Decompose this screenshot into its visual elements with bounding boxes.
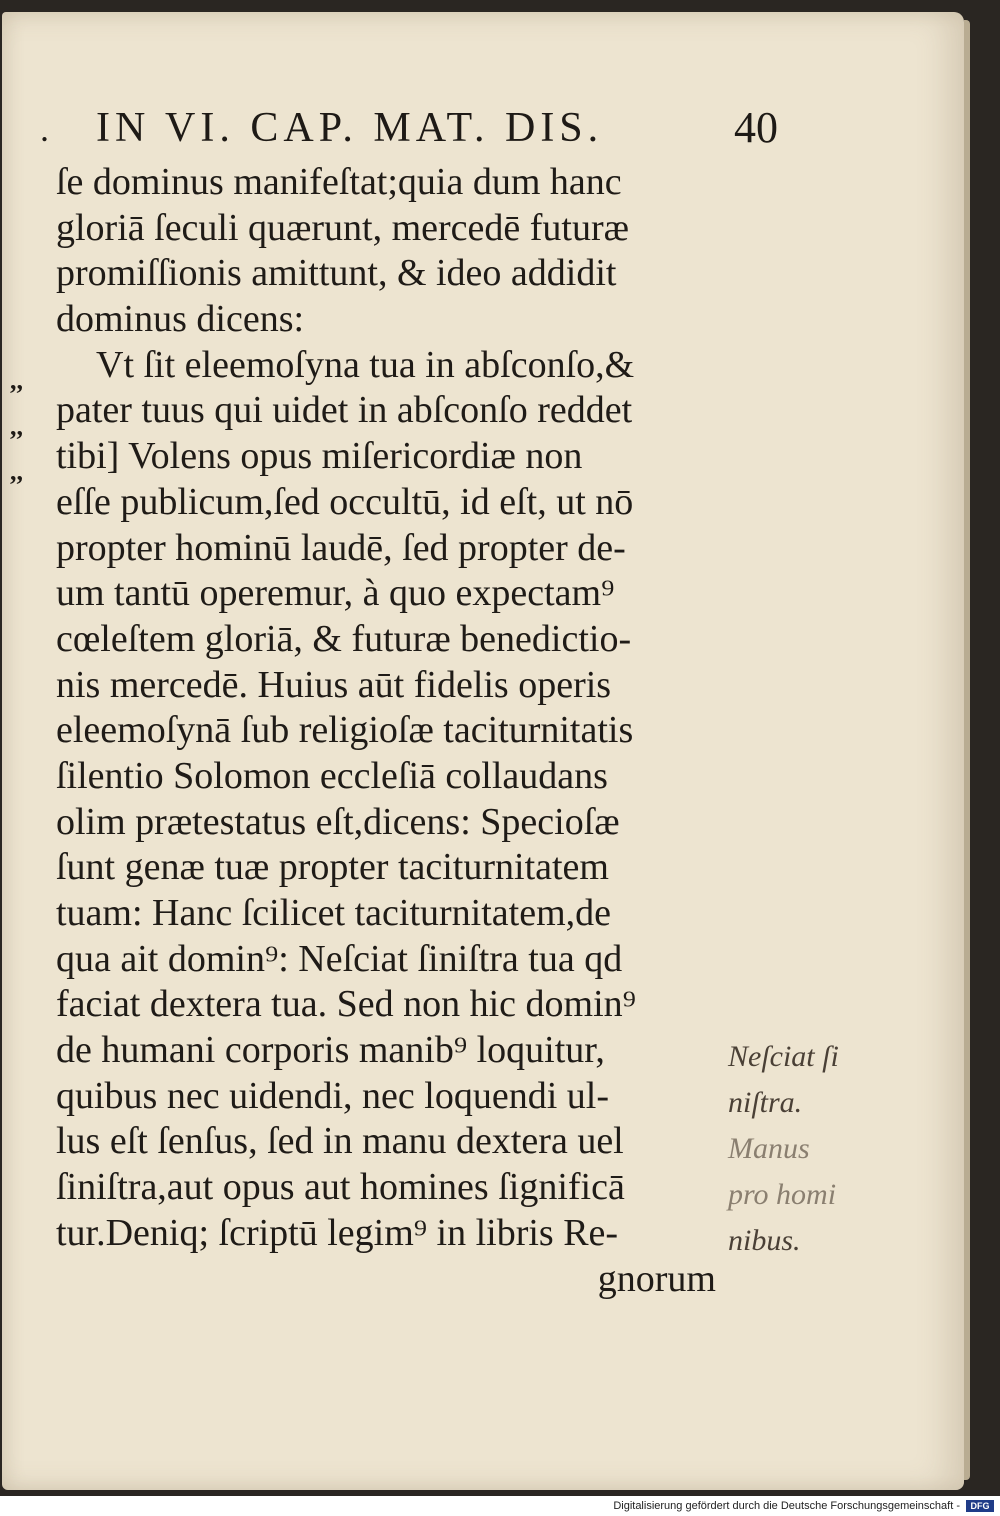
text-line: tuam: Hanc ſcilicet taciturnitatem,de: [56, 892, 611, 934]
page-header: [40, 104, 800, 160]
body-text: [56, 160, 716, 1302]
text-line: ſilentio Solomon eccleſiā collaudans: [56, 754, 608, 797]
text-line: ſiniſtra,aut opus aut homines ſignificā: [56, 1166, 625, 1209]
text-line: pater tuus qui uidet in abſconſo reddet: [56, 389, 633, 432]
text-line: eſſe publicum,ſed occultū, id eſt, ut nō: [56, 480, 634, 523]
page-edge: [964, 20, 970, 1480]
page-number: 40: [734, 103, 778, 152]
text-line: tur.Deniq; ſcriptū legim⁹ in libris Re-: [56, 1211, 619, 1254]
text-line: olim prætestatus eſt,dicens: Specioſæ: [56, 800, 620, 843]
quote-marker: ,,: [10, 457, 23, 487]
text-line: eleemoſynā ſub religioſæ taciturnitatis: [56, 709, 634, 752]
text-line: ſe dominus manifeſtat;quia dum hanc: [56, 161, 622, 203]
quotation-markers: [10, 358, 50, 495]
marginal-note-line: Manus: [728, 1132, 810, 1165]
text-line: lus eſt ſenſus, ſed in manu dextera uel: [56, 1120, 624, 1163]
running-title: IN VI. CAP. MAT. DIS.: [96, 105, 604, 151]
digitization-credit: Digitalisierung gefördert durch die Deutsche Forschungsgemeinschaft -: [613, 1500, 960, 1512]
text-line: tibi] Volens opus miſericordiæ non: [56, 435, 583, 478]
text-line: qua ait domin⁹: Neſciat ſiniſtra tua qd: [56, 937, 623, 980]
text-line: nis mercedē. Huius aūt fidelis operis: [56, 663, 612, 706]
text-line: cœleſtem gloriā, & futuræ benedictio-: [56, 617, 632, 660]
marginal-note-line: niſtra.: [728, 1086, 803, 1119]
text-line: quibus nec uidendi, nec loquendi ul-: [56, 1074, 609, 1117]
text-line: promiſſionis amittunt, & ideo addidit: [56, 252, 617, 295]
marginal-note-line: Neſciat ſi: [728, 1040, 839, 1073]
text-line: gloriā ſeculi quærunt, mercedē futuræ: [56, 206, 629, 249]
text-line: propter hominū laudē, ſed propter de-: [56, 526, 626, 569]
header-leading-mark: .: [40, 109, 49, 149]
text-line: ſunt genæ tuæ propter taciturnitatem: [56, 846, 609, 889]
text-line: Vt ſit eleemoſyna tua in abſconſo,&: [96, 343, 635, 386]
text-line: um tantū operemur, à quo expectam⁹: [56, 572, 615, 615]
quote-marker: ,,: [10, 366, 23, 395]
marginal-note: [728, 1034, 888, 1264]
text-line: de humani corporis manib⁹ loquitur,: [56, 1029, 605, 1072]
marginal-note-line: nibus.: [728, 1224, 801, 1257]
marginal-note-line: pro homi: [728, 1178, 837, 1211]
quote-marker: ,,: [10, 411, 23, 441]
dfg-logo: DFG: [966, 1500, 994, 1512]
catchword: gnorum: [597, 1257, 716, 1300]
text-line: faciat dextera tua. Sed non hic domin⁹: [56, 983, 636, 1026]
text-line: dominus dicens:: [56, 298, 305, 341]
